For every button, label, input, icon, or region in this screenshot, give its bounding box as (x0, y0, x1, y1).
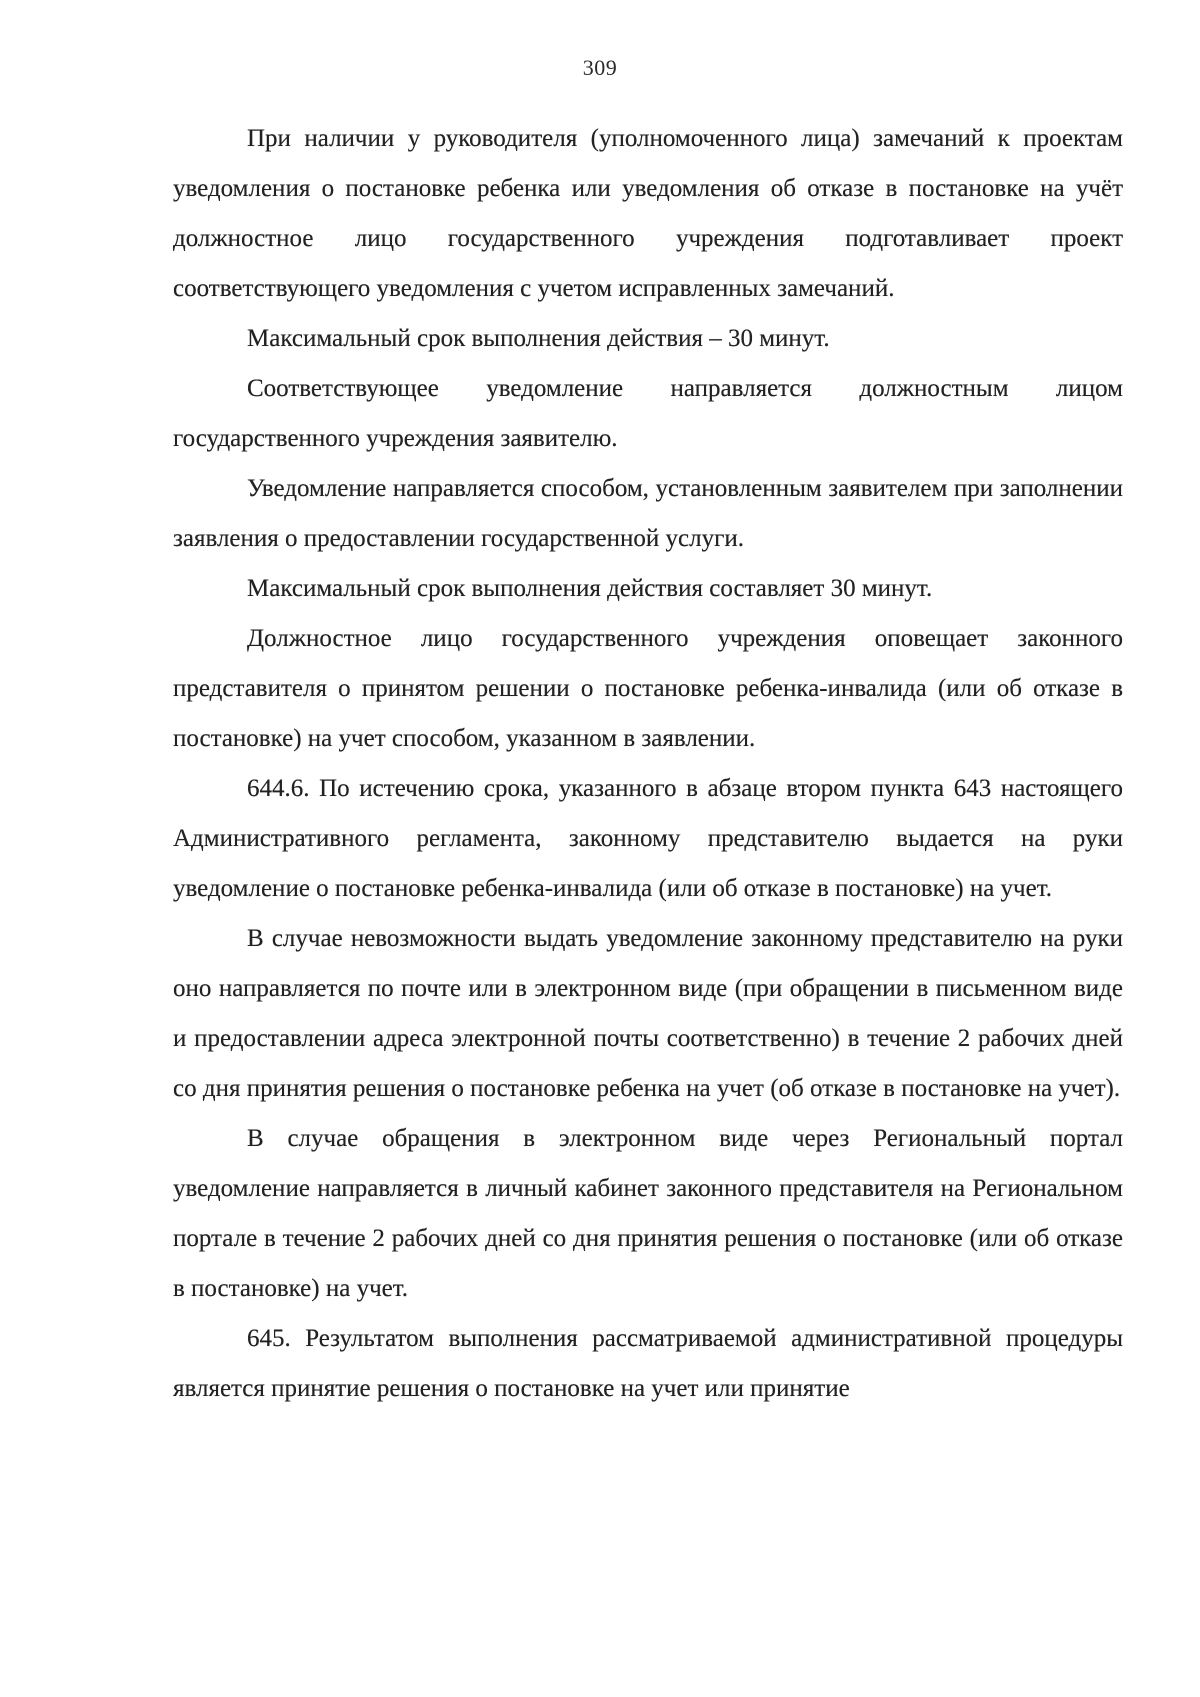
paragraph-remarks-revision: При наличии у руководителя (уполномоченного лица) замечаний к проектам уведомления о постановке ребенка или уведомления об отказе в постановке на учёт должностное лицо государственного учреждения подготавливает проект соответствующего уведомления с учетом исправленных замечаний. (173, 125, 1123, 302)
document-body (173, 114, 1123, 1414)
paragraph-max-time-2: Максимальный срок выполнения действия составляет 30 минут. (247, 575, 933, 602)
paragraph-max-time-1: Максимальный срок выполнения действия – 30 минут. (247, 325, 830, 352)
paragraph-regional-portal: В случае обращения в электронном виде через Региональный портал уведомление направляется в личный кабинет законного представителя на Региональном портале в течение 2 рабочих дней со дня принятия решения о постановке (или об отказе в постановке) на учет. (173, 1125, 1123, 1302)
page-number: 309 (582, 55, 618, 80)
paragraph-notification-method: Уведомление направляется способом, установленным заявителем при заполнении заявления о предоставлении государственной услуги. (173, 475, 1123, 552)
paragraph-645: 645. Результатом выполнения рассматриваемой административной процедуры является принятие решения о постановке на учет или принятие (173, 1325, 1123, 1402)
paragraph-644-6: 644.6. По истечению срока, указанного в абзаце втором пункта 643 настоящего Административного регламента, законному представителю выдается на руки уведомление о постановке ребенка-инвалида (или об отказе в постановке) на учет. (173, 775, 1123, 902)
paragraph-notification-sent: Соответствующее уведомление направляется должностным лицом государственного учреждения заявителю. (173, 375, 1123, 452)
paragraph-mail-delivery: В случае невозможности выдать уведомление законному представителю на руки оно направляется по почте или в электронном виде (при обращении в письменном виде и предоставлении адреса электронной почты соответственно) в течение 2 рабочих дней со дня принятия решения о постановке ребенка на учет (об отказе в постановке на учет). (173, 925, 1123, 1102)
paragraph-representative-notified: Должностное лицо государственного учреждения оповещает законного представителя о принятом решении о постановке ребенка-инвалида (или об отказе в постановке) на учет способом, указанном в заявлении. (173, 625, 1123, 752)
